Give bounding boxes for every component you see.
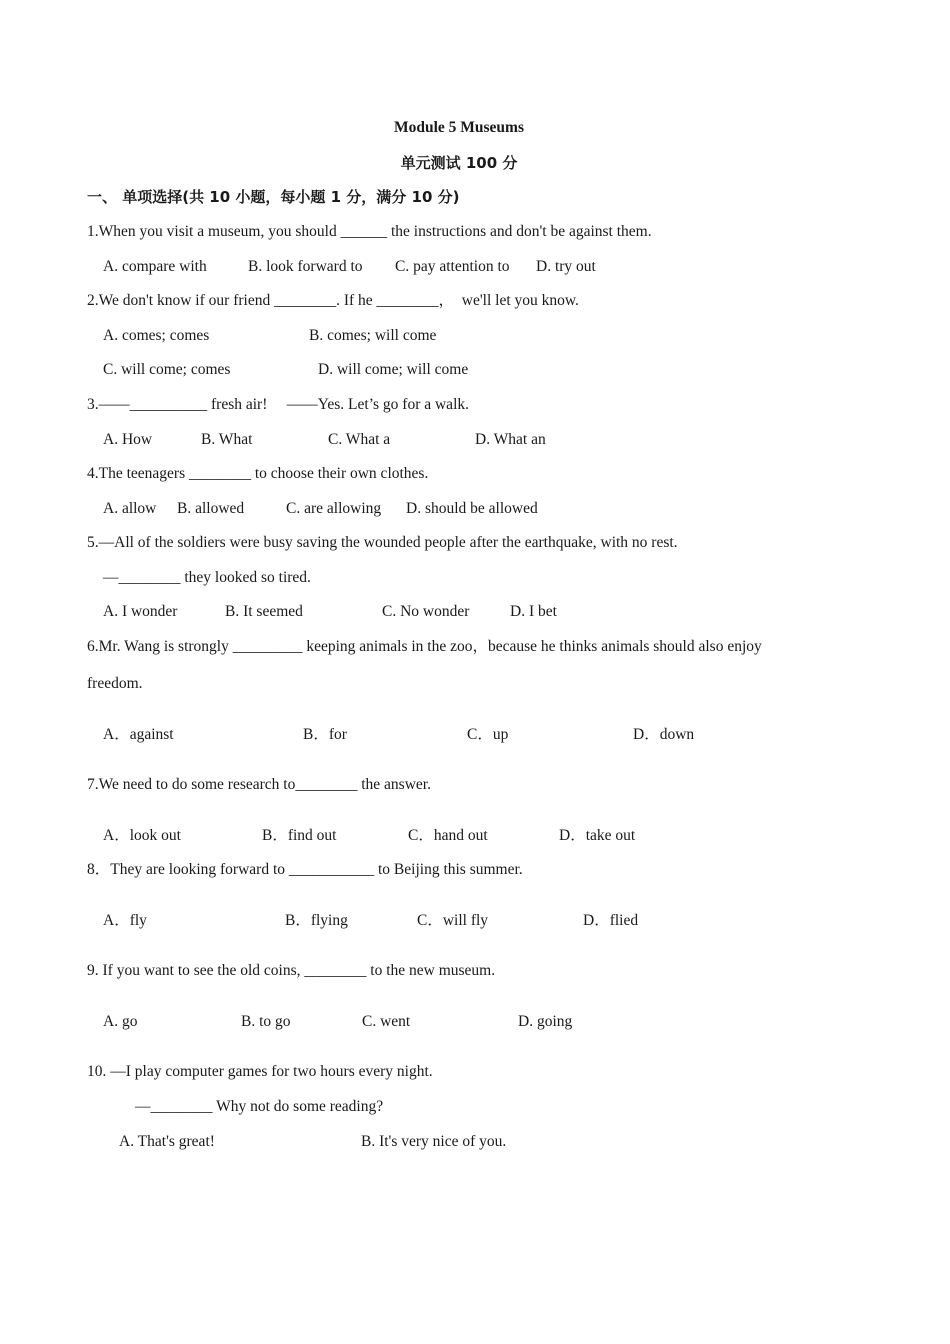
question-4-option-b: B. allowed: [177, 500, 245, 517]
question-2-stem: 2.We don't know if our friend ________. If he ________， we'll let you know.: [87, 292, 579, 309]
question-5-stem: 5.—All of the soldiers were busy saving the wounded people after the earthquake, with no rest.: [87, 534, 678, 551]
question-6-option-d: D．down: [633, 726, 695, 743]
question-7-option-d: D．take out: [559, 827, 636, 844]
question-3-option-c: C. What a: [328, 431, 391, 448]
question-7-option-c: C．hand out: [408, 827, 488, 844]
question-6-option-b: B．for: [303, 726, 347, 743]
question-3-option-d: D. What an: [475, 431, 546, 448]
question-7-option-a: A．look out: [103, 827, 181, 844]
question-7-option-b: B．find out: [262, 827, 337, 844]
question-5-stem-reply: —________ they looked so tired.: [103, 569, 311, 586]
question-4-option-d: D. should be allowed: [406, 500, 538, 517]
question-9-option-c: C. went: [362, 1013, 411, 1030]
question-3-option-a: A. How: [103, 431, 153, 448]
question-9-option-d: D. going: [518, 1013, 573, 1030]
question-10-option-b: B. It's very nice of you.: [361, 1133, 507, 1150]
question-1-option-c: C. pay attention to: [395, 258, 510, 275]
question-3-option-b: B. What: [201, 431, 253, 448]
question-9-option-b: B. to go: [241, 1013, 291, 1030]
question-2-option-a: A. comes; comes: [103, 327, 210, 344]
question-8-stem: 8．They are looking forward to ___________ to Beijing this summer.: [87, 861, 523, 878]
question-7-stem: 7.We need to do some research to________ the answer.: [87, 776, 431, 793]
question-6-stem-continued: freedom.: [87, 675, 143, 692]
question-1-stem: 1.When you visit a museum, you should ______ the instructions and don't be against them.: [87, 223, 652, 240]
question-5-option-c: C. No wonder: [382, 603, 470, 620]
question-6-stem: 6.Mr. Wang is strongly _________ keeping animals in the zoo，because he thinks animals should also enjoy: [87, 638, 762, 655]
question-4-option-c: C. are allowing: [286, 500, 382, 517]
question-9-option-a: A. go: [103, 1013, 138, 1030]
question-3-stem: 3.——__________ fresh air! ——Yes. Let’s go for a walk.: [87, 396, 469, 413]
question-4-stem: 4.The teenagers ________ to choose their own clothes.: [87, 465, 429, 482]
question-6-option-c: C．up: [467, 726, 509, 743]
question-8-option-d: D．flied: [583, 912, 639, 929]
question-2-option-d: D. will come; will come: [318, 361, 469, 378]
question-9-stem: 9. If you want to see the old coins, ________ to the new museum.: [87, 962, 496, 979]
question-1-option-b: B. look forward to: [248, 258, 363, 275]
question-8-option-a: A．fly: [103, 912, 147, 929]
question-5-option-a: A. I wonder: [103, 603, 178, 620]
question-8-option-c: C．will fly: [417, 912, 489, 929]
page-subtitle: 单元测试 100 分: [400, 154, 518, 172]
question-1-option-a: A. compare with: [103, 258, 207, 275]
question-6-option-a: A．against: [103, 726, 174, 743]
question-1-option-d: D. try out: [536, 258, 596, 275]
question-5-option-d: D. I bet: [510, 603, 557, 620]
question-10-option-a: A. That's great!: [119, 1133, 215, 1150]
question-8-option-b: B．flying: [285, 912, 348, 929]
question-2-option-c: C. will come; comes: [103, 361, 231, 378]
question-2-option-b: B. comes; will come: [309, 327, 437, 344]
page-title: Module 5 Museums: [393, 119, 525, 136]
question-10-stem: 10. —I play computer games for two hours every night.: [87, 1063, 433, 1080]
question-5-option-b: B. It seemed: [225, 603, 303, 620]
question-4-option-a: A. allow: [103, 500, 157, 517]
section-heading: 一、 单项选择(共 10 小题，每小题 1 分，满分 10 分): [87, 188, 460, 206]
question-10-stem-reply: —________ Why not do some reading?: [135, 1098, 384, 1115]
